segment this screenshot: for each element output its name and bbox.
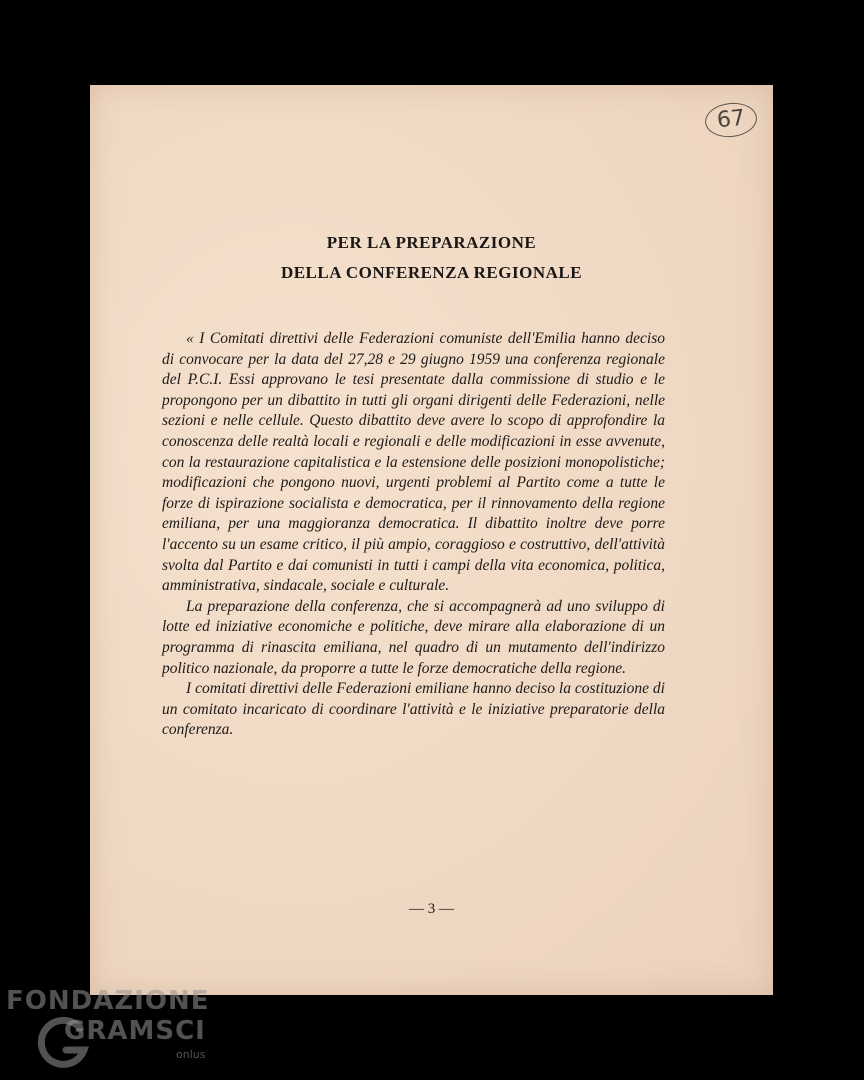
- title-line-2: DELLA CONFERENZA REGIONALE: [280, 263, 583, 282]
- fondazione-gramsci-watermark: [6, 986, 236, 1076]
- watermark-line-3: onlus: [176, 1048, 206, 1061]
- paragraph: La preparazione della conferenza, che si accompagnerà ad uno sviluppo di lotte ed iniziative economiche e politiche, deve mirare alla elaborazione di un programma di rinascita emiliana, nel quadro di un mutamento dell'indirizzo politico nazionale, da proporre a tutte le forze democratiche della regione.: [162, 597, 665, 677]
- handwritten-page-annotation: 67: [703, 100, 758, 139]
- paragraph: « I Comitati direttivi delle Federazioni comuniste dell'Emilia hanno deciso di convocare per la data del 27,28 e 29 giugno 1959 una conferenza regionale del P.C.I. Essi approvano le tesi presentate dalla commissione di studio e le propongono per un dibattito in tutti gli organi dirigenti delle Federazioni, nelle sezioni e nelle cellule. Questo dibattito deve avere lo scopo di approfondire la conoscenza delle realtà locali e regionali e delle modificazioni in esse avvenute, con la restaurazione capitalistica e la estensione delle posizioni monopolistiche; modificazioni che pongono nuovi, urgenti problemi al Partito come a tutte le forze di ispirazione socialista e democratica, per il rinnovamento della regione emiliana, per una maggioranza democratica. Il dibattito inoltre deve porre l'accento su un esame critico, il più ampio, coraggioso e costruttivo, dell'attività svolta dal Partito e dai comunisti in tutti i campi della vita economica, politica, amministrativa, sindacale, sociale e culturale.: [162, 330, 665, 595]
- page-number: — 3 —: [409, 901, 454, 917]
- body-text: [162, 329, 665, 741]
- title-line-1: PER LA PREPARAZIONE: [326, 233, 537, 252]
- document-page: [90, 85, 773, 995]
- watermark-line-1: FONDAZIONE: [6, 986, 210, 1016]
- watermark-line-2: GRAMSCI: [64, 1016, 206, 1046]
- paragraph: I comitati direttivi delle Federazioni emiliane hanno deciso la costituzione di un comitato incaricato di coordinare l'attività e le iniziative preparatorie della conferenza.: [162, 680, 665, 739]
